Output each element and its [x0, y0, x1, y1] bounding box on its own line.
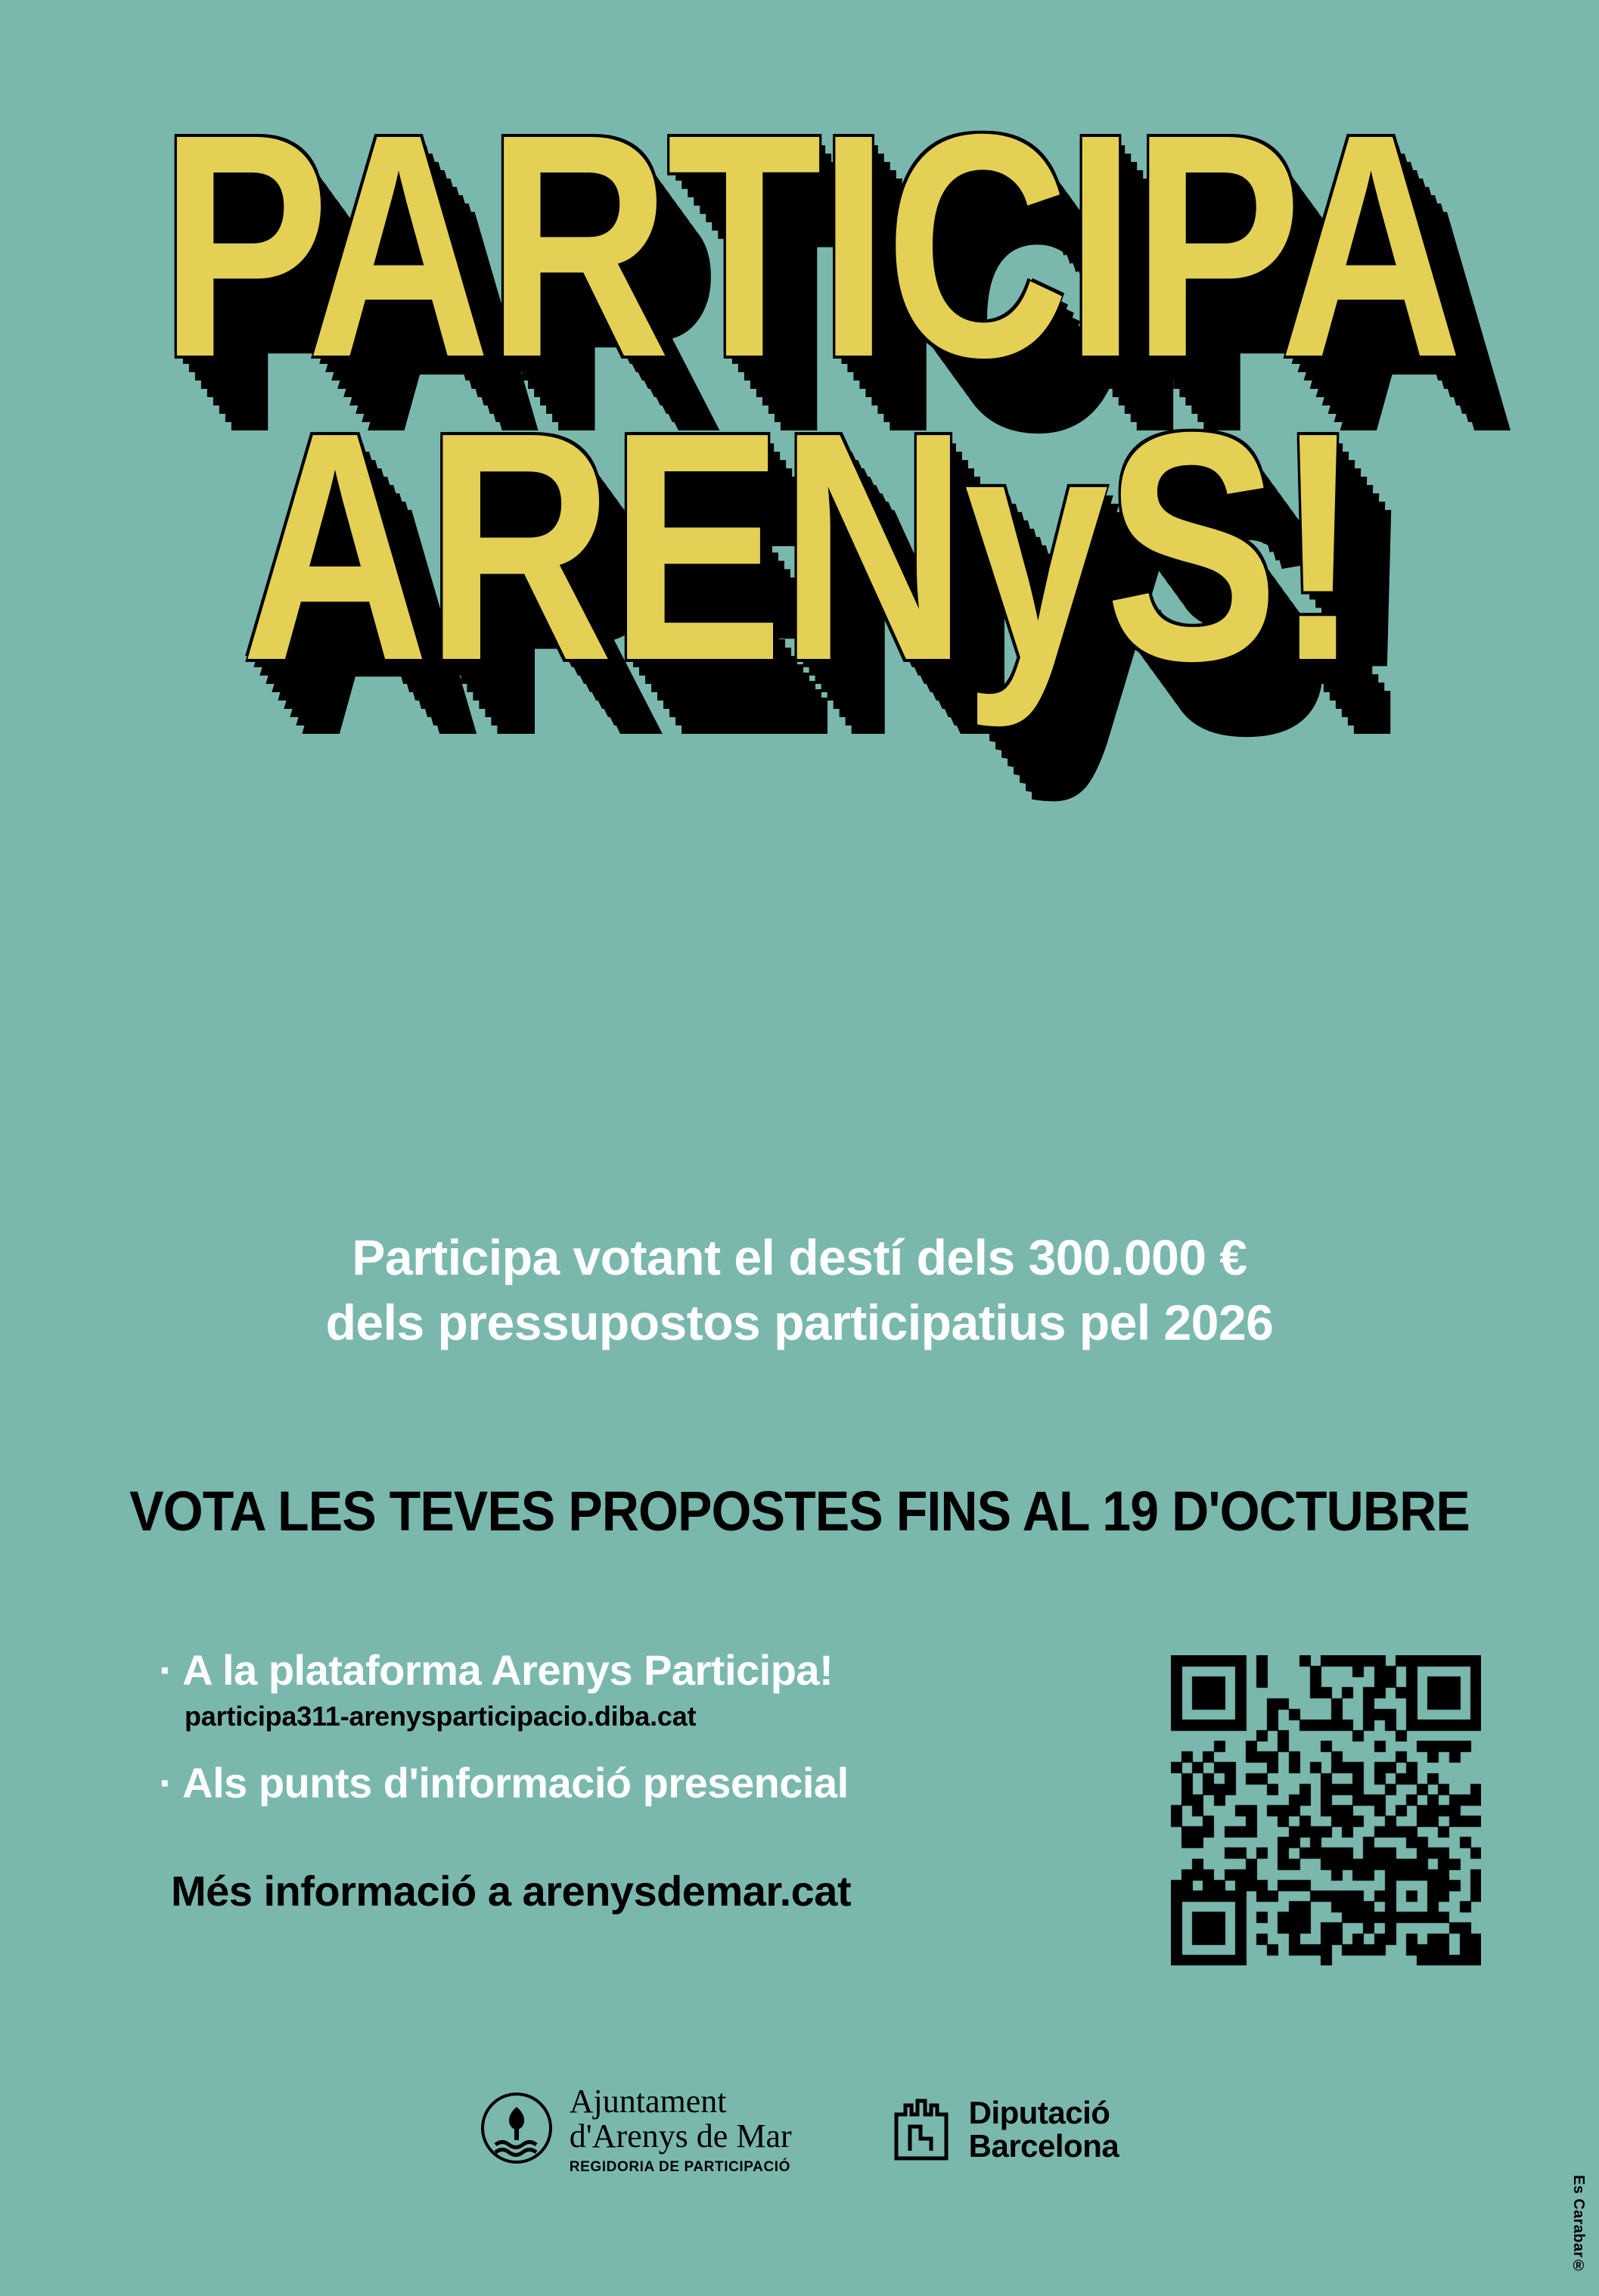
headline-line-2-part-b: y [964, 365, 1105, 729]
diputacio-logo-group [890, 2092, 1119, 2168]
headline-block [0, 69, 1599, 729]
qr-code-canvas[interactable] [1171, 1655, 1481, 1965]
designer-credit: Es Carabar® [1570, 2174, 1587, 2275]
ajuntament-logo-text [570, 2084, 792, 2175]
deadline-text: VOTA LES TEVES PROPOSTES FINS AL 19 D'OCTUBRE [129, 1480, 1470, 1543]
headline-line-2 [160, 365, 1439, 729]
diputacio-logo-text [969, 2096, 1119, 2163]
more-info-text: Més informació a arenysdemar.cat [171, 1867, 852, 1915]
subtitle-line-2: dels pressupostos participatius pel 2026 [325, 1294, 1274, 1350]
footer-logos [0, 2084, 1599, 2175]
subtitle-line-1: Participa votant el destí dels 300.000 € [352, 1229, 1247, 1285]
info-item-platform: · A la plataforma Arenys Participa! [159, 1646, 834, 1694]
ajuntament-line-3: REGIDORIA DE PARTICIPACIÓ [569, 2159, 791, 2176]
headline-line-2-part-c: S! [1104, 365, 1358, 729]
ajuntament-line-1: Ajuntament [569, 2083, 727, 2120]
headline-line-2-part-a: AREN [241, 365, 964, 729]
ajuntament-logo-group [480, 2084, 792, 2175]
qr-code[interactable] [1171, 1655, 1481, 1965]
diputacio-line-1: Diputació [968, 2095, 1110, 2131]
info-item-inperson: · Als punts d'informació presencial [159, 1759, 849, 1807]
diputacio-line-2: Barcelona [968, 2128, 1119, 2164]
ajuntament-line-2: d'Arenys de Mar [569, 2117, 792, 2155]
headline-line-1: PARTICIPA [160, 69, 1460, 424]
subtitle [0, 1226, 1599, 1356]
info-block [159, 1645, 1089, 1915]
diputacio-barcelona-crest-icon [890, 2092, 952, 2168]
info-platform-url[interactable]: participa311-arenysparticipacio.diba.cat [185, 1701, 697, 1732]
arenys-de-mar-crest-icon [480, 2092, 553, 2168]
